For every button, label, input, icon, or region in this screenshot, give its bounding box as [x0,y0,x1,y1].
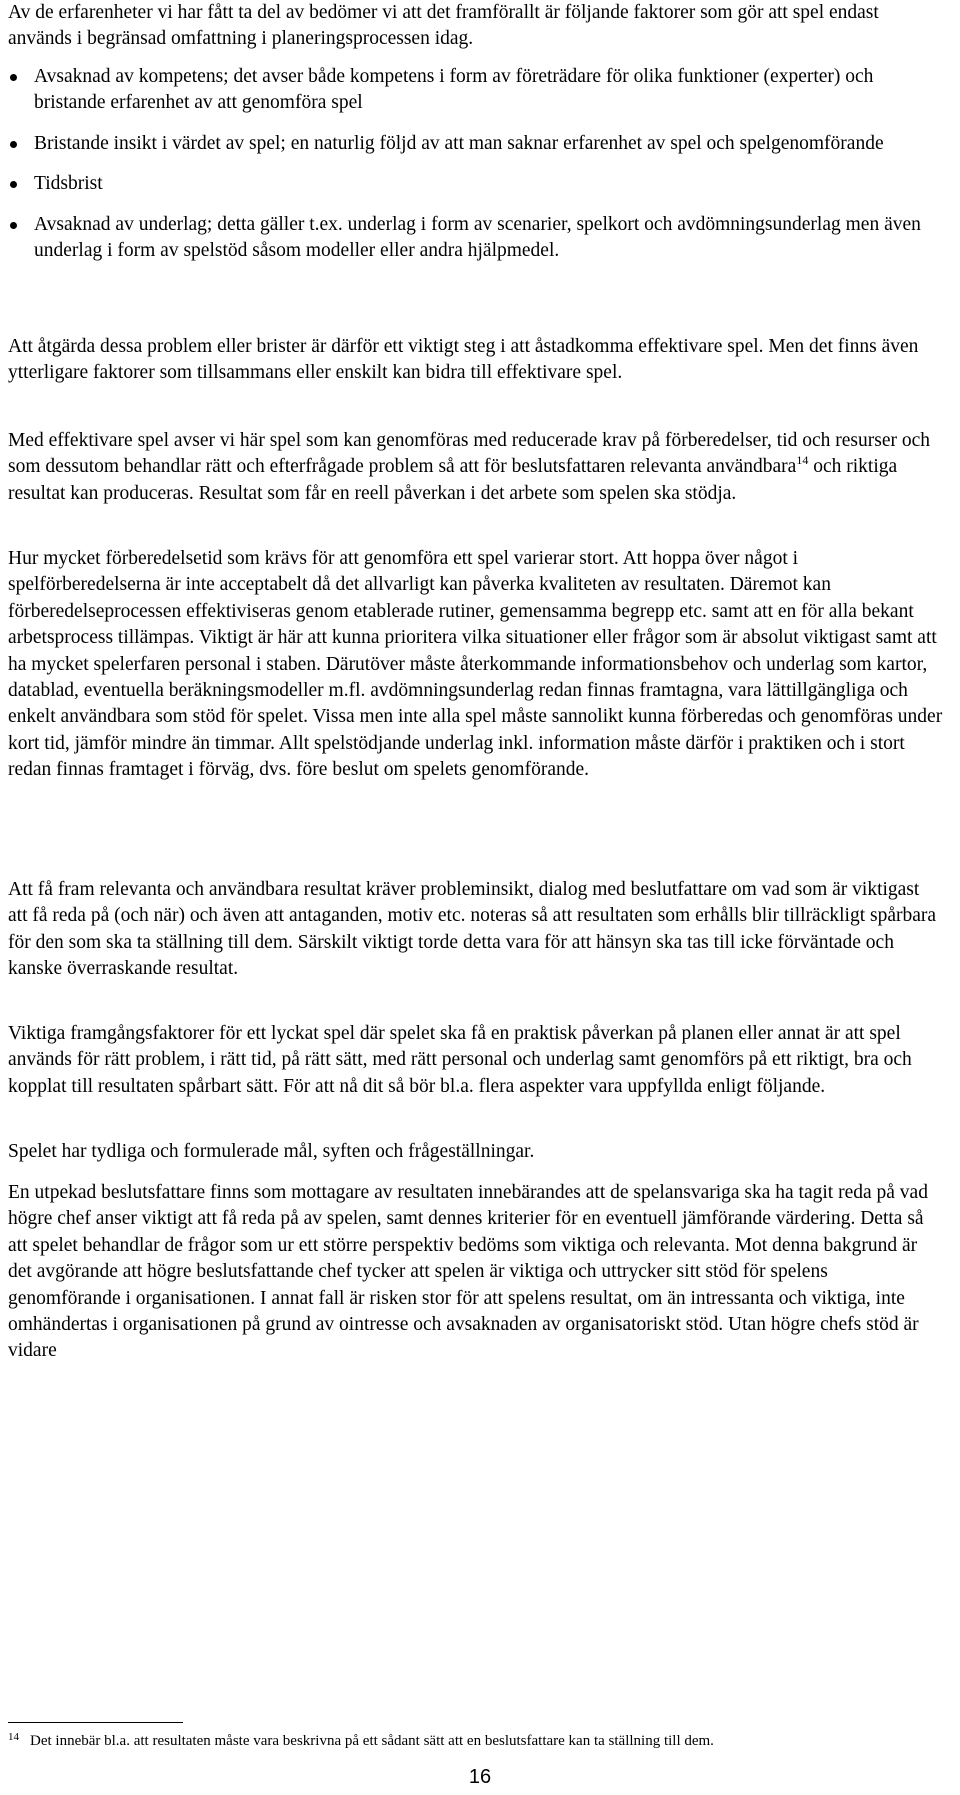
page-number: 16 [468,1766,492,1788]
list-item: Avsaknad av underlag; detta gäller t.ex. underlag i form av scenarier, spelkort och avdömningsunderlag men även underlag i form av spelstöd såsom modeller eller andra hjälpmedel. [8,212,943,265]
bullet-icon [10,74,17,81]
footnote-text: Det innebär bl.a. att resultaten måste vara beskrivna på ett sådant sätt att en beslutsfattare kan ta ställning till dem. [30,1733,714,1749]
bullet-icon [10,181,17,188]
paragraph: Att få fram relevanta och användbara resultat kräver probleminsikt, dialog med beslutfattare om vad som är viktigast att få reda på (och när) och även att antaganden, motiv etc. noteras så att resultaten som erhålls blir tillräckligt spårbara för den som ska ta ställning till dem. Särskilt viktigt torde detta vara för att hänsyn ska tas till icke förväntade och kanske överraskande resultat. [8,879,937,980]
footnote [8,1730,938,1752]
paragraph: Hur mycket förberedelsetid som krävs för att genomföra ett spel varierar stort. Att hoppa över något i spelförberedelserna är inte acceptabelt då det allvarligt kan påverka kvaliteten av resultaten. Däremot kan förberedelseprocessen effektiviseras genom etablerade rutiner, gemensamma begrepp etc. samt att en för alla bekant arbetsprocess tillämpas. Viktigt är här att kunna prioritera vilka situationer eller frågor som är absolut viktigast samt att ha mycket spelerfaren personal i staben. Därutöver måste återkommande informationsbehov och underlag som kartor, datablad, eventuella beräkningsmodeller m.fl. avdömningsunderlag redan finnas framtagna, vara lättillgängliga och enkelt användbara som stöd för spelet. Vissa men inte alla spel måste sannolikt kunna förberedas och genomföras under kort tid, jämför mindre än timmar. Allt spelstödjande underlag inkl. information måste därför i praktiken och i stort redan finnas framtaget i förväg, dvs. före beslut om spelets genomförande. [8,548,943,781]
list-item: Tidsbrist [8,171,943,197]
list-item: Avsaknad av kompetens; det avser både kompetens i form av företrädare för olika funktioner (experter) och bristande erfarenhet av att genomföra spel [8,64,943,117]
bullet-icon [10,141,17,148]
paragraph-with-footnote-ref: Med effektivare spel avser vi här spel som kan genomföras med reducerade krav på förberedelser, tid och resurser och som dessutom behandlar rätt och efterfrågade problem så att för beslutsfattaren relevanta användbara$^{14}$ och riktiga resultat kan produceras. Resultat som får en reell påverkan i det arbete som spelen ska stödja. [8,430,931,504]
bullet-icon [10,222,17,229]
footnote-divider [8,1722,183,1723]
footnote-reference: 14 [796,453,809,468]
list-item: Bristande insikt i värdet av spel; en naturlig följd av att man saknar erfarenhet av spel och spelgenomförande [8,131,943,157]
paragraph: Viktiga framgångsfaktorer för ett lyckat spel där spelet ska få en praktisk påverkan på planen eller annat är att spel används för rätt problem, i rätt tid, på rätt sätt, med rätt personal och underlag samt genomförs på ett riktigt, bra och kopplat till resultaten spårbart sätt. För att nå dit så bör bl.a. flera aspekter vara uppfyllda enligt följande. [8,1023,912,1097]
intro-paragraph: Av de erfarenheter vi har fått ta del av bedömer vi att det framförallt är följande faktorer som gör att spel endast används i begränsad omfattning i planeringsprocessen idag. [8,2,879,50]
paragraph: En utpekad beslutsfattare finns som mottagare av resultaten innebärandes att de spelansvariga ska ha tagit reda på vad högre chef anser viktigt att få reda på av spelen, samt dennes kriterier för en eventuell jämförande värdering. Detta så att spelet behandlar de frågor som ur ett större perspektiv bedöms som viktiga och relevanta. Mot denna bakgrund är det avgörande att högre beslutsfattande chef tycker att spelen är viktiga och uttrycker sitt stöd för spelens genomförande i organisationen. I annat fall är risken stor för att spelens resultat, om än intressanta och viktiga, inte omhändertas i organisationen på grund av ointresse och avsaknaden av organisatoriskt stöd. Utan högre chefs stöd är vidare [8,1182,928,1362]
paragraph: Att åtgärda dessa problem eller brister är därför ett viktigt steg i att åstadkomma effektivare spel. Men det finns även ytterligare faktorer som tillsammans eller enskilt kan bidra till effektivare spel. [8,336,919,384]
paragraph: Spelet har tydliga och formulerade mål, syften och frågeställningar. [8,1141,535,1162]
footnote-mark: 14 [8,1731,19,1743]
factor-list [8,64,943,278]
